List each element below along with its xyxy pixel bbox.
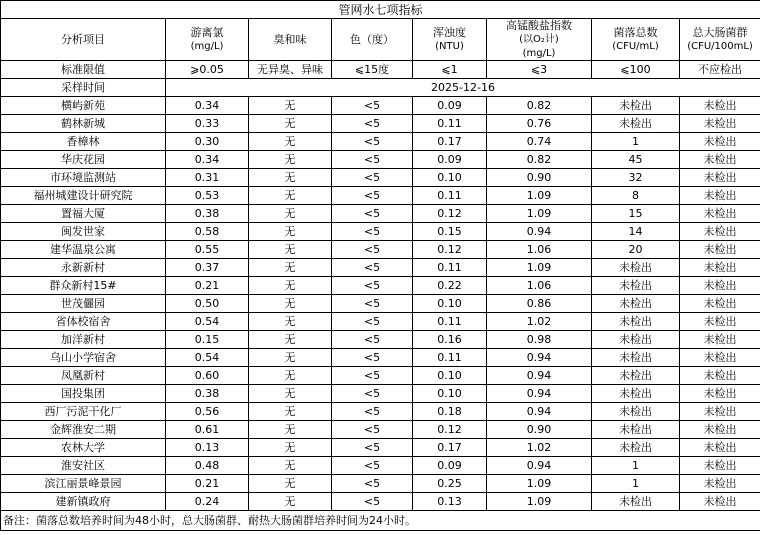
coliform-cell: 未检出 (680, 169, 760, 187)
odor-cell: 无 (249, 457, 332, 475)
table-row (1, 295, 760, 313)
chlorine-cell: 0.13 (166, 439, 249, 457)
coliform-cell: 未检出 (680, 331, 760, 349)
color-cell: <5 (332, 385, 413, 403)
cod-cell: 0.94 (487, 223, 592, 241)
colony-cell: 8 (592, 187, 680, 205)
odor-cell: 无 (249, 313, 332, 331)
color-cell: <5 (332, 115, 413, 133)
sampling-label: 采样时间 (1, 79, 166, 97)
odor-cell: 无 (249, 115, 332, 133)
table-row (1, 403, 760, 421)
color-cell: <5 (332, 331, 413, 349)
colony-cell: 14 (592, 223, 680, 241)
table-row (1, 223, 760, 241)
turbidity-cell: 0.10 (413, 385, 487, 403)
turbidity-cell: 0.17 (413, 439, 487, 457)
cod-cell: 1.09 (487, 475, 592, 493)
header-item: 分析项目 (1, 19, 166, 61)
colony-cell: 未检出 (592, 403, 680, 421)
cod-cell: 1.09 (487, 493, 592, 511)
site-name: 农林大学 (1, 439, 166, 457)
header-chlorine-label: 游离氯 (190, 26, 224, 39)
odor-cell: 无 (249, 187, 332, 205)
odor-cell: 无 (249, 169, 332, 187)
cod-cell: 1.02 (487, 313, 592, 331)
table-row (1, 187, 760, 205)
colony-cell: 未检出 (592, 439, 680, 457)
site-name: 世茂儷园 (1, 295, 166, 313)
site-name: 鹤林新城 (1, 115, 166, 133)
cod-cell: 1.09 (487, 187, 592, 205)
coliform-cell: 未检出 (680, 115, 760, 133)
coliform-cell: 未检出 (680, 421, 760, 439)
coliform-cell: 未检出 (680, 151, 760, 169)
site-name: 凤凰新村 (1, 367, 166, 385)
color-cell: <5 (332, 457, 413, 475)
table-row (1, 241, 760, 259)
turbidity-cell: 0.09 (413, 457, 487, 475)
colony-cell: 未检出 (592, 115, 680, 133)
cod-cell: 0.90 (487, 421, 592, 439)
turbidity-cell: 0.16 (413, 331, 487, 349)
coliform-cell: 未检出 (680, 259, 760, 277)
header-coliform-unit: (CFU/100mL) (687, 41, 753, 52)
chlorine-cell: 0.21 (166, 475, 249, 493)
site-name: 华庆花园 (1, 151, 166, 169)
odor-cell: 无 (249, 151, 332, 169)
cod-cell: 0.82 (487, 151, 592, 169)
coliform-cell: 未检出 (680, 223, 760, 241)
header-colony-label: 菌落总数 (613, 26, 658, 39)
colony-cell: 32 (592, 169, 680, 187)
header-turbidity-unit: (NTU) (435, 41, 464, 52)
turbidity-cell: 0.11 (413, 259, 487, 277)
site-name: 省体校宿舍 (1, 313, 166, 331)
color-cell: <5 (332, 313, 413, 331)
cod-cell: 0.94 (487, 403, 592, 421)
site-name: 群众新村15# (1, 277, 166, 295)
table-row (1, 259, 760, 277)
coliform-cell: 未检出 (680, 475, 760, 493)
site-name: 置福大厦 (1, 205, 166, 223)
chlorine-cell: 0.54 (166, 313, 249, 331)
colony-cell: 未检出 (592, 97, 680, 115)
coliform-cell: 未检出 (680, 277, 760, 295)
turbidity-cell: 0.11 (413, 187, 487, 205)
table-row (1, 349, 760, 367)
odor-cell: 无 (249, 259, 332, 277)
header-cod-label: 高锰酸盐指数 (506, 19, 572, 32)
turbidity-cell: 0.13 (413, 493, 487, 511)
colony-cell: 45 (592, 151, 680, 169)
turbidity-cell: 0.12 (413, 421, 487, 439)
color-cell: <5 (332, 187, 413, 205)
color-cell: <5 (332, 439, 413, 457)
chlorine-cell: 0.50 (166, 295, 249, 313)
header-color: 色（度） (332, 19, 413, 61)
odor-cell: 无 (249, 241, 332, 259)
colony-cell: 未检出 (592, 277, 680, 295)
cod-cell: 0.98 (487, 331, 592, 349)
site-name: 市环境监测站 (1, 169, 166, 187)
odor-cell: 无 (249, 349, 332, 367)
coliform-cell: 未检出 (680, 205, 760, 223)
sampling-date: 2025-12-16 (166, 79, 760, 97)
colony-cell: 未检出 (592, 493, 680, 511)
coliform-cell: 未检出 (680, 241, 760, 259)
limit-turbidity: ⩽1 (413, 61, 487, 79)
header-turbidity (413, 19, 487, 61)
turbidity-cell: 0.11 (413, 115, 487, 133)
color-cell: <5 (332, 367, 413, 385)
header-coliform-label: 总大肠菌群 (692, 26, 748, 39)
cod-cell: 1.09 (487, 259, 592, 277)
chlorine-cell: 0.38 (166, 205, 249, 223)
color-cell: <5 (332, 151, 413, 169)
chlorine-cell: 0.58 (166, 223, 249, 241)
limit-cod: ⩽3 (487, 61, 592, 79)
odor-cell: 无 (249, 475, 332, 493)
odor-cell: 无 (249, 421, 332, 439)
turbidity-cell: 0.25 (413, 475, 487, 493)
coliform-cell: 未检出 (680, 97, 760, 115)
colony-cell: 20 (592, 241, 680, 259)
odor-cell: 无 (249, 385, 332, 403)
header-colony-unit: (CFU/mL) (612, 41, 659, 52)
colony-cell: 未检出 (592, 331, 680, 349)
cod-cell: 1.06 (487, 277, 592, 295)
site-name: 滨江丽景峰景园 (1, 475, 166, 493)
header-odor: 臭和味 (249, 19, 332, 61)
table-row (1, 475, 760, 493)
header-coliform (680, 19, 760, 61)
limit-odor: 无异臭、异味 (249, 61, 332, 79)
odor-cell: 无 (249, 295, 332, 313)
odor-cell: 无 (249, 403, 332, 421)
turbidity-cell: 0.10 (413, 295, 487, 313)
coliform-cell: 未检出 (680, 385, 760, 403)
site-name: 香樟林 (1, 133, 166, 151)
table-row (1, 97, 760, 115)
coliform-cell: 未检出 (680, 295, 760, 313)
colony-cell: 未检出 (592, 421, 680, 439)
colony-cell: 未检出 (592, 385, 680, 403)
color-cell: <5 (332, 205, 413, 223)
table-row (1, 331, 760, 349)
color-cell: <5 (332, 403, 413, 421)
coliform-cell: 未检出 (680, 367, 760, 385)
header-colony (592, 19, 680, 61)
turbidity-cell: 0.10 (413, 367, 487, 385)
site-name: 福州城建设计研究院 (1, 187, 166, 205)
limit-colony: ⩽100 (592, 61, 680, 79)
color-cell: <5 (332, 349, 413, 367)
color-cell: <5 (332, 133, 413, 151)
table-row (1, 457, 760, 475)
chlorine-cell: 0.37 (166, 259, 249, 277)
table-row (1, 439, 760, 457)
header-chlorine-unit: (mg/L) (190, 41, 224, 52)
colony-cell: 15 (592, 205, 680, 223)
chlorine-cell: 0.56 (166, 403, 249, 421)
coliform-cell: 未检出 (680, 133, 760, 151)
chlorine-cell: 0.34 (166, 151, 249, 169)
site-name: 金辉淮安二期 (1, 421, 166, 439)
header-chlorine (166, 19, 249, 61)
cod-cell: 0.94 (487, 457, 592, 475)
color-cell: <5 (332, 277, 413, 295)
limit-label: 标准限值 (1, 61, 166, 79)
turbidity-cell: 0.11 (413, 313, 487, 331)
cod-cell: 0.82 (487, 97, 592, 115)
coliform-cell: 未检出 (680, 439, 760, 457)
header-cod-note: (以O₂计) (519, 34, 559, 45)
table-row (1, 367, 760, 385)
chlorine-cell: 0.34 (166, 97, 249, 115)
header-turbidity-label: 浑浊度 (433, 26, 466, 39)
coliform-cell: 未检出 (680, 493, 760, 511)
cod-cell: 0.94 (487, 349, 592, 367)
color-cell: <5 (332, 493, 413, 511)
site-name: 横屿新苑 (1, 97, 166, 115)
site-name: 西厂污泥干化厂 (1, 403, 166, 421)
coliform-cell: 未检出 (680, 403, 760, 421)
coliform-cell: 未检出 (680, 349, 760, 367)
cod-cell: 0.74 (487, 133, 592, 151)
colony-cell: 1 (592, 475, 680, 493)
turbidity-cell: 0.15 (413, 223, 487, 241)
cod-cell: 1.02 (487, 439, 592, 457)
site-name: 加洋新村 (1, 331, 166, 349)
header-cod (487, 19, 592, 61)
odor-cell: 无 (249, 331, 332, 349)
site-name: 国投集团 (1, 385, 166, 403)
turbidity-cell: 0.18 (413, 403, 487, 421)
turbidity-cell: 0.12 (413, 241, 487, 259)
site-name: 永新新村 (1, 259, 166, 277)
chlorine-cell: 0.60 (166, 367, 249, 385)
turbidity-cell: 0.17 (413, 133, 487, 151)
color-cell: <5 (332, 223, 413, 241)
colony-cell: 未检出 (592, 349, 680, 367)
cod-cell: 1.09 (487, 205, 592, 223)
limit-coliform: 不应检出 (680, 61, 760, 79)
table-row (1, 421, 760, 439)
colony-cell: 未检出 (592, 259, 680, 277)
color-cell: <5 (332, 421, 413, 439)
chlorine-cell: 0.54 (166, 349, 249, 367)
table-row (1, 115, 760, 133)
odor-cell: 无 (249, 97, 332, 115)
colony-cell: 未检出 (592, 295, 680, 313)
cod-cell: 0.90 (487, 169, 592, 187)
colony-cell: 1 (592, 457, 680, 475)
turbidity-cell: 0.12 (413, 205, 487, 223)
color-cell: <5 (332, 295, 413, 313)
table-row (1, 151, 760, 169)
odor-cell: 无 (249, 205, 332, 223)
table-row (1, 385, 760, 403)
cod-cell: 0.86 (487, 295, 592, 313)
color-cell: <5 (332, 169, 413, 187)
table-title: 管网水七项指标 (1, 1, 760, 19)
table-row (1, 493, 760, 511)
table-row (1, 133, 760, 151)
chlorine-cell: 0.30 (166, 133, 249, 151)
odor-cell: 无 (249, 277, 332, 295)
limit-color: ⩽15度 (332, 61, 413, 79)
chlorine-cell: 0.61 (166, 421, 249, 439)
color-cell: <5 (332, 97, 413, 115)
site-name: 建新镇政府 (1, 493, 166, 511)
turbidity-cell: 0.22 (413, 277, 487, 295)
odor-cell: 无 (249, 223, 332, 241)
color-cell: <5 (332, 259, 413, 277)
color-cell: <5 (332, 475, 413, 493)
turbidity-cell: 0.11 (413, 349, 487, 367)
colony-cell: 未检出 (592, 367, 680, 385)
chlorine-cell: 0.24 (166, 493, 249, 511)
color-cell: <5 (332, 241, 413, 259)
limit-chlorine: ⩾0.05 (166, 61, 249, 79)
site-name: 建华温泉公寓 (1, 241, 166, 259)
turbidity-cell: 0.09 (413, 151, 487, 169)
turbidity-cell: 0.09 (413, 97, 487, 115)
odor-cell: 无 (249, 493, 332, 511)
colony-cell: 1 (592, 133, 680, 151)
table-row (1, 205, 760, 223)
coliform-cell: 未检出 (680, 457, 760, 475)
odor-cell: 无 (249, 439, 332, 457)
site-name: 闽发世家 (1, 223, 166, 241)
cod-cell: 0.76 (487, 115, 592, 133)
cod-cell: 0.94 (487, 385, 592, 403)
cod-cell: 0.94 (487, 367, 592, 385)
chlorine-cell: 0.48 (166, 457, 249, 475)
table-row (1, 169, 760, 187)
cod-cell: 1.06 (487, 241, 592, 259)
chlorine-cell: 0.55 (166, 241, 249, 259)
chlorine-cell: 0.38 (166, 385, 249, 403)
footnote: 备注：菌落总数培养时间为48小时，总大肠菌群、耐热大肠菌群培养时间为24小时。 (1, 511, 760, 531)
site-name: 乌山小学宿舍 (1, 349, 166, 367)
site-name: 淮安社区 (1, 457, 166, 475)
chlorine-cell: 0.53 (166, 187, 249, 205)
odor-cell: 无 (249, 133, 332, 151)
table-row (1, 277, 760, 295)
coliform-cell: 未检出 (680, 187, 760, 205)
chlorine-cell: 0.15 (166, 331, 249, 349)
chlorine-cell: 0.31 (166, 169, 249, 187)
table-row (1, 313, 760, 331)
odor-cell: 无 (249, 367, 332, 385)
turbidity-cell: 0.10 (413, 169, 487, 187)
header-cod-unit: (mg/L) (522, 48, 556, 59)
chlorine-cell: 0.21 (166, 277, 249, 295)
coliform-cell: 未检出 (680, 313, 760, 331)
colony-cell: 未检出 (592, 313, 680, 331)
chlorine-cell: 0.33 (166, 115, 249, 133)
